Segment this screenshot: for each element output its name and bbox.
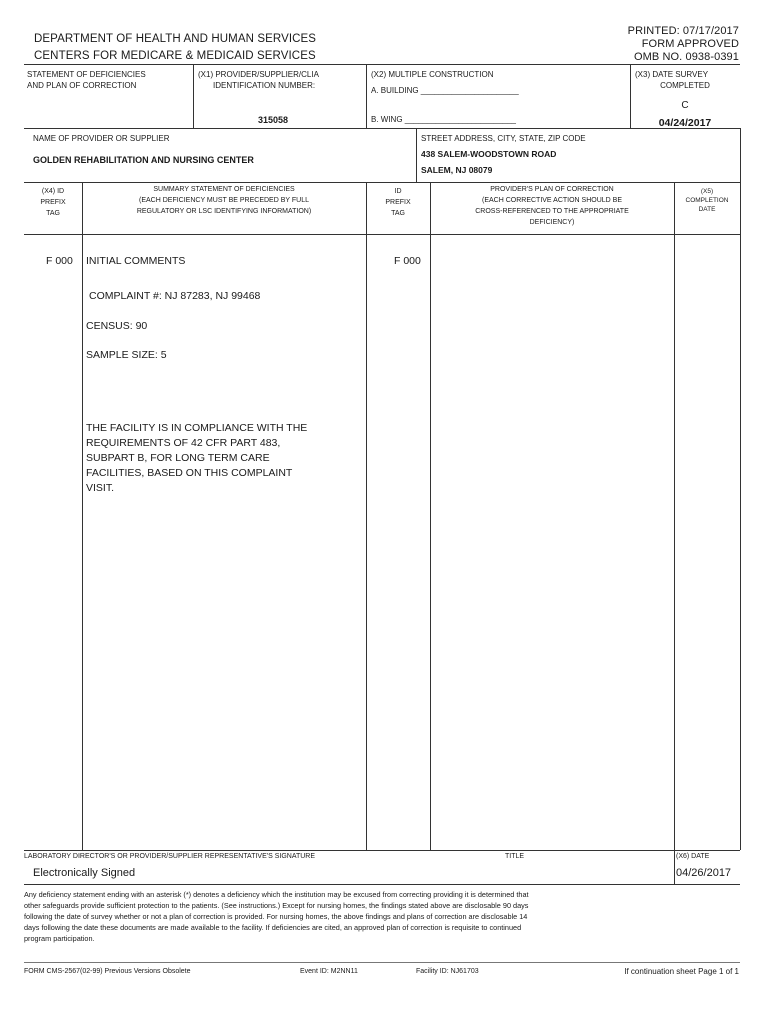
complaint-numbers: COMPLAINT #: NJ 87283, NJ 99468 <box>89 290 261 302</box>
prefix-tag-right: F 000 <box>394 255 421 267</box>
rule-top <box>24 64 740 65</box>
disclaimer-line-4: days following the date these documents are made available to the facility. If deficiencies are cited, an approved plan of correction is requisite to continued <box>24 923 522 932</box>
rule-col-id <box>430 182 431 850</box>
rule-header-bottom <box>24 234 740 235</box>
signature-date-label: (X6) DATE <box>676 853 710 860</box>
disclaimer-line-5: program participation. <box>24 934 95 943</box>
rule-col-right <box>740 182 741 850</box>
provider-name-label: NAME OF PROVIDER OR SUPPLIER <box>33 134 170 143</box>
x5-label-3: DATE <box>698 206 716 213</box>
plan-label-2: (EACH CORRECTIVE ACTION SHOULD BE <box>481 197 623 204</box>
title-label: TITLE <box>505 853 525 860</box>
agency-line-1: DEPARTMENT OF HEALTH AND HUMAN SERVICES <box>34 33 317 45</box>
summary-label-1: SUMMARY STATEMENT OF DEFICIENCIES <box>153 186 295 193</box>
x1-label-1: (X1) PROVIDER/SUPPLIER/CLIA <box>198 70 319 79</box>
rule-provider-bottom <box>24 182 740 183</box>
id-label-3: TAG <box>391 210 405 217</box>
rule-col-plan <box>674 182 675 850</box>
id-label-1: ID <box>394 188 402 195</box>
footer-form-number: FORM CMS-2567(02-99) Previous Versions Obsolete <box>24 968 191 975</box>
address-line-2: SALEM, NJ 08079 <box>421 165 493 175</box>
address-label: STREET ADDRESS, CITY, STATE, ZIP CODE <box>421 134 586 143</box>
compliance-line-4: FACILITIES, BASED ON THIS COMPLAINT <box>86 467 293 479</box>
census: CENSUS: 90 <box>86 320 148 332</box>
x5-label-1: (X5) <box>700 188 714 195</box>
compliance-line-3: SUBPART B, FOR LONG TERM CARE <box>86 452 270 464</box>
x2-wing: B. WING _________________________ <box>371 115 517 124</box>
rule-provider-right <box>740 128 741 182</box>
sample-size: SAMPLE SIZE: 5 <box>86 349 167 361</box>
x2-building: A. BUILDING ______________________ <box>371 86 519 95</box>
statement-label-2: AND PLAN OF CORRECTION <box>27 81 137 90</box>
statement-label-1: STATEMENT OF DEFICIENCIES <box>27 70 146 79</box>
footer-facility-id: Facility ID: NJ61703 <box>416 968 479 975</box>
signature-label: LABORATORY DIRECTOR'S OR PROVIDER/SUPPLIER REPRESENTATIVE'S SIGNATURE <box>24 853 316 860</box>
id-label-2: PREFIX <box>385 199 411 206</box>
rule-signature-date <box>674 850 675 884</box>
x4-label-3: TAG <box>46 210 60 217</box>
summary-label-3: REGULATORY OR LSC IDENTIFYING INFORMATION) <box>136 208 312 215</box>
signature-date: 04/26/2017 <box>676 867 732 879</box>
rule-provider-split <box>416 128 417 182</box>
x4-label-1: (X4) ID <box>41 188 65 195</box>
x1-provider-number: 315058 <box>258 115 289 125</box>
rule-x2-left <box>366 64 367 128</box>
summary-label-2: (EACH DEFICIENCY MUST BE PRECEDED BY FULL <box>139 197 309 204</box>
initial-comments-heading: INITIAL COMMENTS <box>86 255 186 267</box>
compliance-line-1: THE FACILITY IS IN COMPLIANCE WITH THE <box>86 422 308 434</box>
printed-date: PRINTED: 07/17/2017 <box>627 25 739 37</box>
footer-event-id: Event ID: M2NN11 <box>300 968 358 975</box>
x4-label-2: PREFIX <box>40 199 66 206</box>
address-line-1: 438 SALEM-WOODSTOWN ROAD <box>421 149 557 159</box>
disclaimer-line-3: following the date of survey whether or not a plan of correction is provided. For nursing homes, the above findings and plans of correction are disclosable 14 <box>24 912 528 921</box>
footer-continuation: If continuation sheet Page 1 of 1 <box>624 967 739 976</box>
form-approved: FORM APPROVED <box>641 38 739 50</box>
x3-label-2: COMPLETED <box>660 81 710 90</box>
rule-signature-top <box>24 850 740 851</box>
omb-number: OMB NO. 0938-0391 <box>633 51 739 63</box>
x1-label-2: IDENTIFICATION NUMBER: <box>213 81 316 90</box>
rule-x1-left <box>193 64 194 128</box>
disclaimer-line-2: other safeguards provide sufficient protection to the patients. (See instructions.) Except for nursing homes, the findings stated above are disclosable 90 days <box>24 901 529 910</box>
rule-signature-bottom <box>24 884 740 885</box>
plan-label-1: PROVIDER'S PLAN OF CORRECTION <box>490 186 614 193</box>
x2-label: (X2) MULTIPLE CONSTRUCTION <box>371 70 494 79</box>
prefix-tag-left: F 000 <box>46 255 73 267</box>
rule-footer <box>24 962 740 963</box>
x3-label-1: (X3) DATE SURVEY <box>635 70 709 79</box>
plan-label-3: CROSS-REFERENCED TO THE APPROPRIATE <box>475 208 629 215</box>
rule-col-x4 <box>82 182 83 850</box>
x3-code: C <box>681 100 689 111</box>
plan-label-4: DEFICIENCY) <box>529 219 575 226</box>
x3-survey-date: 04/24/2017 <box>658 117 712 129</box>
disclaimer-line-1: Any deficiency statement ending with an asterisk (*) denotes a deficiency which the institution may be excused from correcting providing it is determined that <box>24 890 529 899</box>
provider-name: GOLDEN REHABILITATION AND NURSING CENTER <box>33 155 254 165</box>
rule-col-summary <box>366 182 367 850</box>
agency-line-2: CENTERS FOR MEDICARE & MEDICAID SERVICES <box>34 50 316 62</box>
signature-value: Electronically Signed <box>33 867 136 879</box>
x5-label-2: COMPLETION <box>685 197 729 204</box>
compliance-line-5: VISIT. <box>86 482 115 494</box>
compliance-line-2: REQUIREMENTS OF 42 CFR PART 483, <box>86 437 281 449</box>
